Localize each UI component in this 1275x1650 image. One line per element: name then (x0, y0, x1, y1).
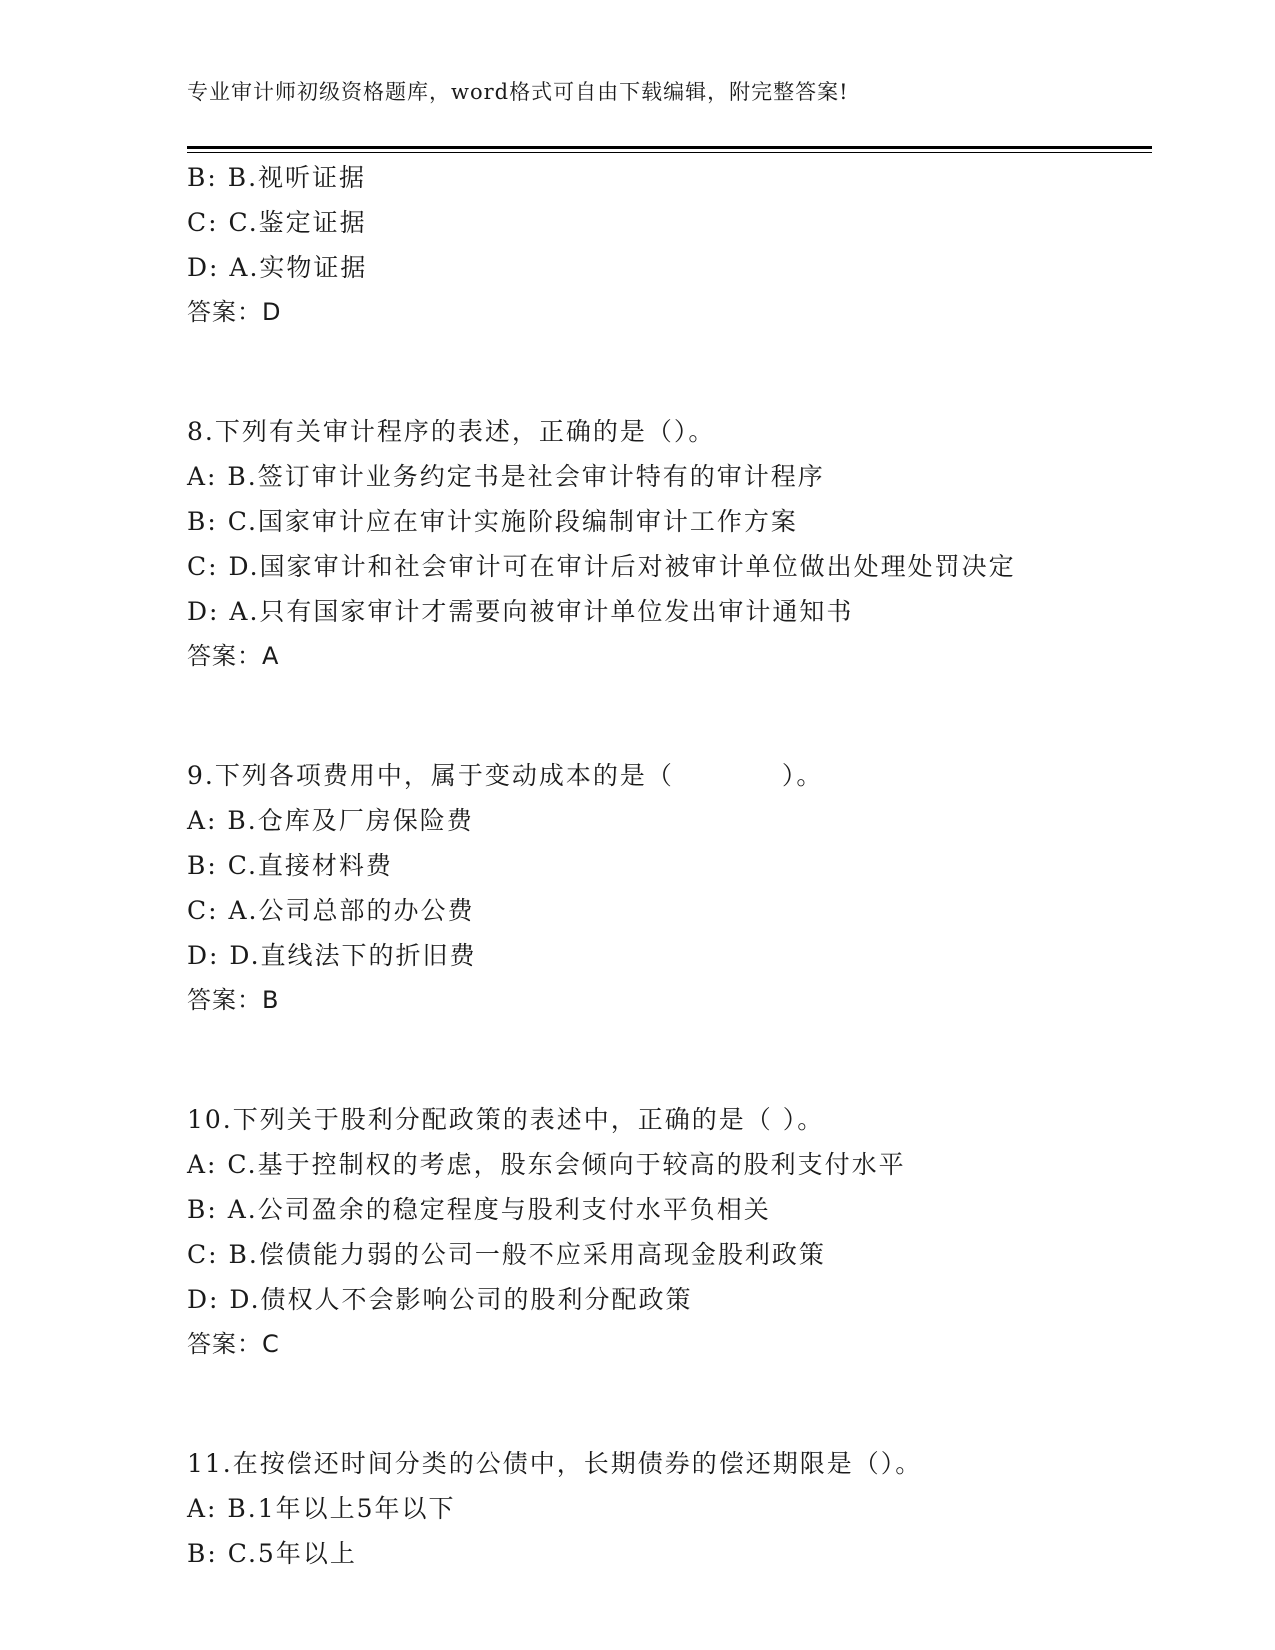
option-b: B: B.视听证据 (187, 163, 367, 192)
question-block-7 (187, 155, 1147, 335)
question-block-9 (187, 753, 1147, 1023)
answer: 答案：B (187, 986, 280, 1014)
option-c: C: B.偿债能力弱的公司一般不应采用高现金股利政策 (187, 1240, 826, 1269)
option-a: A: B.仓库及厂房保险费 (187, 806, 474, 835)
option-d: D: A.实物证据 (187, 253, 368, 282)
option-b: B: C.国家审计应在审计实施阶段编制审计工作方案 (187, 507, 798, 536)
question-stem: 8.下列有关审计程序的表述，正确的是（）。 (187, 417, 716, 446)
answer: 答案：D (187, 298, 282, 326)
answer: 答案：A (187, 642, 280, 670)
page-header: 专业审计师初级资格题库，word格式可自由下载编辑，附完整答案! (187, 80, 849, 104)
option-b: B: C.直接材料费 (187, 851, 393, 880)
option-a: A: B.1年以上5年以下 (187, 1494, 456, 1523)
option-c: C: A.公司总部的办公费 (187, 896, 475, 925)
question-block-10 (187, 1097, 1147, 1367)
option-b: B: C.5年以上 (187, 1539, 357, 1568)
option-c: C: D.国家审计和社会审计可在审计后对被审计单位做出处理处罚决定 (187, 552, 1016, 581)
question-list (187, 155, 1147, 1576)
question-block-11 (187, 1441, 1147, 1576)
question-stem: 9.下列各项费用中，属于变动成本的是（ ）。 (187, 761, 824, 790)
option-c: C: C.鉴定证据 (187, 208, 367, 237)
option-a: A: B.签订审计业务约定书是社会审计特有的审计程序 (187, 462, 825, 491)
question-block-8 (187, 409, 1147, 679)
header-rule-thick (187, 146, 1152, 149)
option-b: B: A.公司盈余的稳定程度与股利支付水平负相关 (187, 1195, 771, 1224)
option-a: A: C.基于控制权的考虑，股东会倾向于较高的股利支付水平 (187, 1150, 906, 1179)
question-stem: 10.下列关于股利分配政策的表述中，正确的是（ ）。 (187, 1105, 825, 1134)
answer: 答案：C (187, 1330, 280, 1358)
question-stem: 11.在按偿还时间分类的公债中，长期债券的偿还期限是（）。 (187, 1449, 923, 1478)
option-d: D: A.只有国家审计才需要向被审计单位发出审计通知书 (187, 597, 854, 626)
option-d: D: D.债权人不会影响公司的股利分配政策 (187, 1285, 693, 1314)
header-rule-thin (187, 152, 1152, 153)
option-d: D: D.直线法下的折旧费 (187, 941, 477, 970)
